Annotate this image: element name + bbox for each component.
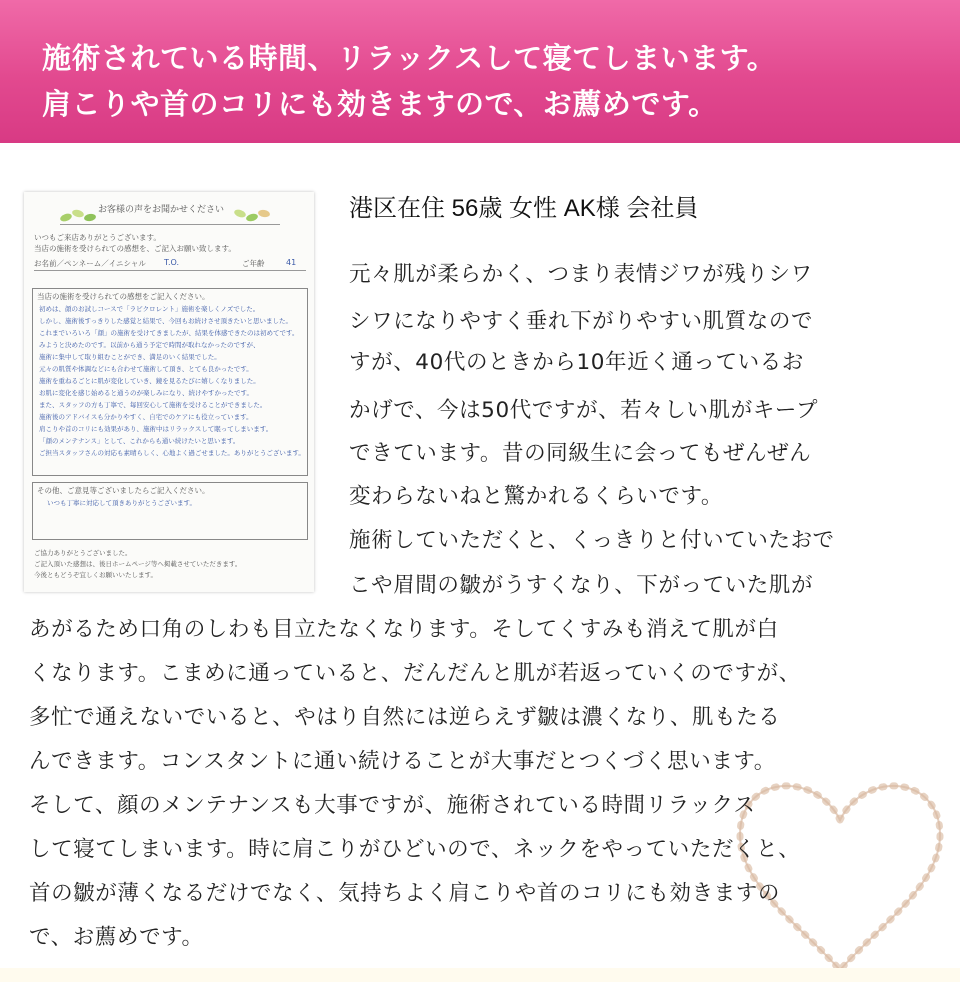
testimonial-line: 変わらないねと驚かれるくらいです。 <box>349 484 723 509</box>
footer-thanks: ご協力ありがとうございました。 <box>34 549 132 557</box>
testimonial-line: できています。昔の同級生に会ってもぜんぜん <box>349 441 812 466</box>
headline-line-2: 肩こりや首のコリにも効きますので、お薦めです。 <box>42 87 718 121</box>
handwritten-line: しかし、施術後すっきりした感覚と結果で、今回もお続けさせ頂きたいと思いました。 <box>39 317 292 325</box>
bottom-band <box>0 968 960 982</box>
testimonial-line: で、お薦めです。 <box>29 925 204 950</box>
testimonial-line: 首の皺が薄くなるだけでなく、気持ちよく肩こりや首のコリにも効きますの <box>29 881 780 906</box>
other-comments-box <box>32 482 308 540</box>
name-underline <box>34 270 306 271</box>
questionnaire-greeting-1: いつもご来店ありがとうございます。 <box>34 233 161 242</box>
handwritten-line: 肩こりや首のコリにも効果があり、施術中はリラックスして眠ってしまいます。 <box>39 425 273 433</box>
testimonial-line: かげで、今は50代ですが、若々しい肌がキープ <box>349 398 819 423</box>
other-comments-value: いつも丁寧に対応して頂きありがとうございます。 <box>47 499 196 507</box>
handwritten-line: 初めは、顔のお試しコースで「ラピクロレント」施術を楽しくノズでした。 <box>39 305 260 313</box>
handwritten-line: みようと決めたのです。以前から通う予定で時間が取れなかったのですが、 <box>39 341 260 349</box>
headline-line-1: 施術されている時間、リラックスして寝てしまいます。 <box>42 41 777 75</box>
name-label: お名前／ペンネーム／イニシャル <box>34 259 146 268</box>
testimonial-line: すが、40代のときから10年近く通っているお <box>349 350 804 375</box>
title-divider <box>60 224 280 225</box>
testimonial-line: んできます。コンスタントに通い続けることが大事だとつくづく思います。 <box>29 749 776 774</box>
handwritten-line: 「顔のメンテナンス」として、これからも通い続けたいと思います。 <box>39 437 240 445</box>
questionnaire-greeting-2: 当店の施術を受けられての感想を、ご記入お願い致します。 <box>34 244 236 253</box>
handwritten-line: 施術を重ねるごとに肌が変化していき、鏡を見るたびに嬉しくなりました。 <box>39 377 260 385</box>
customer-heading: 港区在住 56歳 女性 AK様 会社員 <box>349 195 699 222</box>
questionnaire-image <box>24 192 314 592</box>
testimonial-line: 多忙で通えないでいると、やはり自然には逆らえず皺は濃くなり、肌もたる <box>29 705 781 730</box>
testimonial-line: 元々肌が柔らかく、つまり表情ジワが残りシワ <box>349 262 813 287</box>
testimonial-line: 施術していただくと、くっきりと付いていたおで <box>349 528 835 553</box>
other-comments-label: その他、ご意見等ございましたらご記入ください。 <box>37 486 210 495</box>
testimonial-line: こや眉間の皺がうすくなり、下がっていた肌が <box>349 573 814 598</box>
impression-label: 当店の施術を受けられての感想をご記入ください。 <box>37 292 210 301</box>
questionnaire-title: お客様の声をお聞かせください <box>98 205 225 215</box>
handwritten-line: ご担当スタッフさんの対応も素晴らしく、心地よく過ごせました。ありがとうございます。 <box>39 449 305 457</box>
testimonial-line: シワになりやすく垂れ下がりやすい肌質なので <box>349 309 814 334</box>
handwritten-line: また、スタッフの方も丁寧で、毎回安心して施術を受けることができました。 <box>39 401 267 409</box>
footer-notice: ご記入頂いた感想は、後日ホームページ等へ掲載させていただきます。 <box>34 560 242 568</box>
impression-box <box>32 288 308 476</box>
testimonial-line: くなります。こまめに通っていると、だんだんと肌が若返っていくのですが、 <box>29 661 801 686</box>
handwritten-line: 施術後のアドバイスも分かりやすく、自宅でのケアにも役立っています。 <box>39 413 253 421</box>
name-value: T.O. <box>164 258 179 267</box>
footer-closing: 今後ともどうぞ宜しくお願いいたします。 <box>34 571 157 579</box>
testimonial-line: あがるため口角のしわも目立たなくなります。そしてくすみも消えて肌が白 <box>29 617 779 642</box>
headline-banner <box>0 0 960 143</box>
age-label: ご年齢 <box>242 259 265 268</box>
handwritten-line: お肌に変化を感じ始めると通うのが楽しみになり、続けやすかったです。 <box>39 389 253 397</box>
handwritten-line: 元々の肌質や体調などにも合わせて施術して頂き、とても良かったです。 <box>39 365 253 373</box>
handwritten-line: これまでいろいろ「顔」の施術を受けてきましたが、結果を体感できたのは初めてです。 <box>39 329 299 337</box>
testimonial-line: して寝てしまいます。時に肩こりがひどいので、ネックをやっていただくと、 <box>29 837 801 862</box>
testimonial-line: そして、顔のメンテナンスも大事ですが、施術されている時間リラックス <box>29 793 756 818</box>
handwritten-line: 施術に集中して取り組むことができ、満足のいく結果でした。 <box>39 353 221 361</box>
heart-wreath-icon <box>720 760 960 982</box>
age-value: 41 <box>286 258 297 267</box>
